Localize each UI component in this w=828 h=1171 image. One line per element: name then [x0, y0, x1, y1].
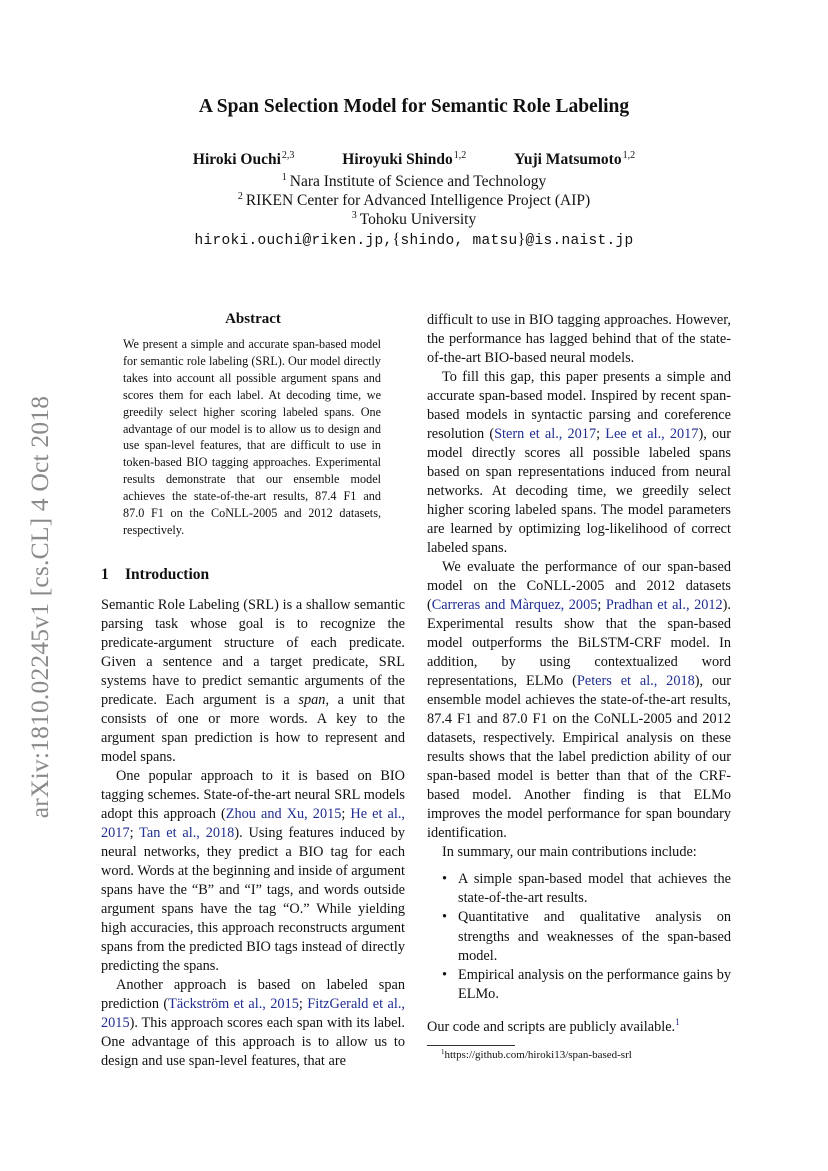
right-column	[427, 311, 731, 1037]
affiliation-name: Nara Institute of Science and Technology	[289, 173, 547, 190]
list-item: • Empirical analysis on the performance gains by ELMo.	[442, 966, 731, 1002]
citation-link[interactable]: FitzGerald et al., 2015	[101, 996, 405, 1032]
email-part: hiroki.ouchi@riken.jp,	[194, 233, 393, 249]
author	[342, 150, 466, 169]
author-affiliation-mark: 1,2	[453, 150, 467, 161]
paragraph: difficult to use in BIO tagging approaches. However, the performance has lagged behind that of the state-of-the-art BIO-based neural models.	[427, 312, 731, 367]
author	[193, 150, 295, 169]
author-affiliation-mark: 2,3	[281, 150, 295, 161]
citation-link[interactable]: He et al., 2017	[101, 806, 405, 842]
author-list	[0, 150, 828, 169]
citation-link[interactable]: Carreras and Màrquez, 2005	[431, 597, 598, 614]
author-emails: hiroki.ouchi@riken.jp,{shindo, matsu}@is.naist.jp	[194, 231, 634, 249]
list-item: • A simple span-based model that achieves the state-of-the-art results.	[442, 871, 731, 907]
paragraph: In summary, our main contributions include:	[442, 844, 697, 861]
abstract-heading: Abstract	[225, 311, 281, 327]
abstract-text: We present a simple and accurate span-based model for semantic role labeling (SRL). Our model directly takes into account all possible argument spans and scores them for each label. At decoding time, we greedily select higher scoring labeled spans. One advantage of our model is to allow us to design and use span-level features, that are difficult to use in token-based BIO tagging approaches. Experimental results demonstrate that our ensemble model achieves the state-of-the-art results, 87.4 F1 and 87.0 F1 on the CoNLL-2005 and 2012 datasets, respectively.	[123, 337, 381, 537]
affiliation-name: RIKEN Center for Advanced Intelligence Project (AIP)	[245, 192, 591, 209]
email-part: shindo, matsu	[400, 233, 518, 249]
paragraph: Our code and scripts are publicly available.$^1$	[427, 1016, 680, 1035]
citation-link[interactable]: Peters et al., 2018	[576, 673, 695, 690]
affiliation-number: 2	[237, 191, 243, 202]
author-name: Hiroyuki Shindo	[342, 151, 453, 168]
paragraph: Semantic Role Labeling (SRL) is a shallow semantic parsing task whose goal is to recognize the predicate-argument structure of each predicate. Given a sentence and a target predicate, SRL systems have to predict semantic arguments of the predicate. Each argument is a span, a unit that consists of one or more words. A key to the argument span prediction is how to represent and model spans.	[101, 597, 405, 766]
paragraph: Another approach is based on labeled span prediction (Täckström et al., 2015; FitzGerald et al., 2015). This approach scores each span with its label. One advantage of this approach is to allow us to design and use span-level features, that are	[101, 977, 405, 1070]
arxiv-side-label	[16, 372, 64, 842]
email-part: @is.naist.jp	[525, 233, 634, 249]
author-name: Yuji Matsumoto	[514, 151, 622, 168]
affiliation-number: 1	[281, 172, 287, 183]
citation-link[interactable]: Lee et al., 2017	[605, 426, 699, 443]
affiliation	[0, 210, 828, 229]
author-affiliation-mark: 1,2	[622, 150, 636, 161]
affiliation	[0, 172, 828, 191]
bullet-icon: •	[442, 909, 448, 926]
author	[514, 150, 635, 169]
affiliation	[0, 191, 828, 210]
citation-link[interactable]: Pradhan et al., 2012	[605, 597, 723, 614]
bullet-icon: •	[442, 966, 448, 983]
section-title: Introduction	[125, 566, 210, 583]
bullet-icon: •	[442, 871, 448, 888]
footnote-url[interactable]: https://github.com/hiroki13/span-based-srl	[444, 1049, 632, 1061]
footnote	[441, 1048, 632, 1061]
paragraph: One popular approach to it is based on BIO tagging schemes. State-of-the-art neural SRL models adopt this approach (Zhou and Xu, 2015; He et al., 2017; Tan et al., 2018). Using features induced by neural networks, they predict a BIO tag for each word. Words at the beginning and inside of argument spans have the “B” and “I” tags, and words outside argument spans have the tag “O.” While yielding high accuracies, this approach reconstructs argument spans from the predicted BIO tags instead of directly predicting the spans.	[101, 768, 405, 975]
footnote-rule	[427, 1045, 515, 1046]
affiliation-number: 3	[351, 210, 357, 221]
section-heading	[101, 566, 209, 584]
affiliation-name: Tohoku University	[359, 211, 477, 228]
section-number: 1	[101, 566, 109, 583]
paragraph: To fill this gap, this paper presents a simple and accurate span-based model. Inspired by recent span-based models in syntactic parsing and coreference resolution (Stern et al., 2017; Lee et al., 2017), our model directly scores all possible labeled spans based on span representations induced from neural networks. At decoding time, we greedily select higher scoring labeled spans. The model parameters are learned by optimizing log-likelihood of correct labeled spans.	[427, 369, 732, 557]
citation-link[interactable]: Täckström et al., 2015	[168, 996, 299, 1013]
paper-title: A Span Selection Model for Semantic Role Labeling	[198, 96, 630, 117]
footnote-number: 1	[441, 1048, 445, 1056]
citation-link[interactable]: Stern et al., 2017	[494, 426, 597, 443]
author-name: Hiroki Ouchi	[192, 151, 281, 168]
left-column	[101, 596, 405, 1071]
footnote-mark[interactable]: 1	[675, 1016, 680, 1027]
list-item: • Quantitative and qualitative analysis on strengths and weaknesses of the span-based model.	[442, 909, 731, 964]
arxiv-id-text: arXiv:1810.02245v1 [cs.CL] 4 Oct 2018	[25, 395, 54, 819]
paragraph: We evaluate the performance of our span-based model on the CoNLL-2005 and 2012 datasets (Carreras and Màrquez, 2005; Pradhan et al., 2012). Experimental results show that the span-based model outperforms the BiLSTM-CRF model. In addition, by using contextualized word representations, ELMo (Peters et al., 2018), our ensemble model achieves the state-of-the-art results, 87.4 F1 and 87.0 F1 on the CoNLL-2005 and 2012 datasets, respectively. Empirical analysis on these results shows that the label prediction ability of our span-based model is better than that of the CRF-based model. Another finding is that ELMo improves the model performance for span boundary identification.	[427, 559, 732, 842]
contribution-list	[427, 870, 731, 1003]
citation-link[interactable]: Zhou and Xu, 2015	[225, 806, 342, 823]
citation-link[interactable]: Tan et al., 2018	[139, 825, 235, 842]
